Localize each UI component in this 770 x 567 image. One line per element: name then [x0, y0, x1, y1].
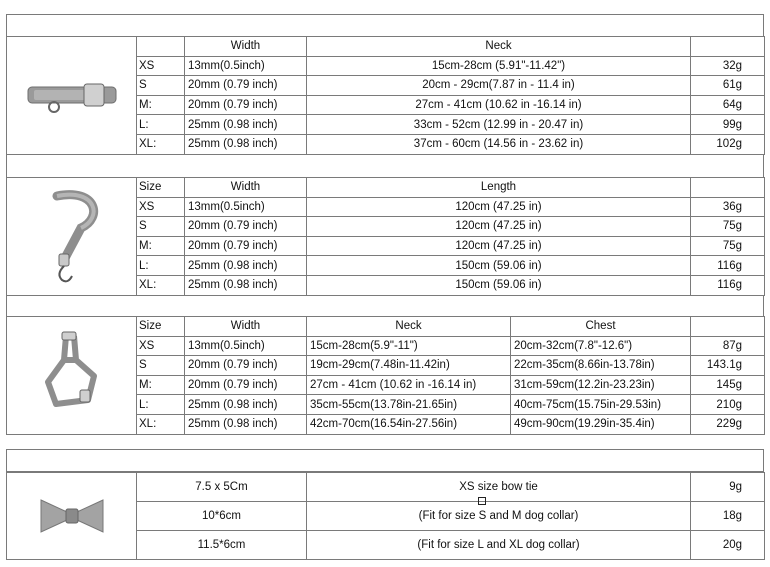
leash-size-table: [6, 177, 765, 296]
weight-cell: 32g: [691, 56, 765, 76]
collar-header-weight: [691, 37, 765, 57]
harness-header-size: Size: [137, 317, 185, 337]
weight-cell: 210g: [691, 395, 765, 415]
size-cell: XL:: [137, 414, 185, 434]
size-cell: M:: [137, 236, 185, 256]
width-cell: 25mm (0.98 inch): [185, 275, 307, 295]
bowtie-dims-cell: 7.5 x 5Cm: [137, 473, 307, 502]
width-cell: 20mm (0.79 inch): [185, 375, 307, 395]
size-cell: M:: [137, 375, 185, 395]
collar-size-table: [6, 36, 765, 155]
small-square-mark: [478, 497, 486, 505]
width-cell: 13mm(0.5inch): [185, 56, 307, 76]
weight-cell: 116g: [691, 256, 765, 276]
section-divider: [6, 295, 764, 316]
size-cell: L:: [137, 115, 185, 135]
width-cell: 20mm (0.79 inch): [185, 217, 307, 237]
size-cell: XL:: [137, 134, 185, 154]
bowtie-dims-cell: 11.5*6cm: [137, 531, 307, 560]
neck-cell: 35cm-55cm(13.78in-21.65in): [307, 395, 511, 415]
leash-image-cell: [7, 178, 137, 296]
size-cell: L:: [137, 256, 185, 276]
neck-cell: 20cm - 29cm(7.87 in - 11.4 in): [307, 76, 691, 96]
neck-cell: 37cm - 60cm (14.56 in - 23.62 in): [307, 134, 691, 154]
width-cell: 25mm (0.98 inch): [185, 256, 307, 276]
harness-header-chest: Chest: [511, 317, 691, 337]
weight-cell: 36g: [691, 197, 765, 217]
dog-leash-icon: [37, 188, 107, 284]
weight-cell: 87g: [691, 336, 765, 356]
harness-header-neck: Neck: [307, 317, 511, 337]
dog-collar-icon: [24, 73, 120, 117]
bowtie-dims-cell: 10*6cm: [137, 502, 307, 531]
bowtie-desc-cell: (Fit for size L and XL dog collar): [307, 531, 691, 560]
collar-header-size: [137, 37, 185, 57]
size-cell: XL:: [137, 275, 185, 295]
weight-cell: 18g: [691, 502, 765, 531]
size-cell: XS: [137, 197, 185, 217]
width-cell: 25mm (0.98 inch): [185, 134, 307, 154]
neck-cell: 33cm - 52cm (12.99 in - 20.47 in): [307, 115, 691, 135]
weight-cell: 9g: [691, 473, 765, 502]
leash-header-width: Width: [185, 178, 307, 198]
width-cell: 13mm(0.5inch): [185, 336, 307, 356]
harness-header-weight: [691, 317, 765, 337]
bowtie-image-cell: [7, 473, 137, 560]
collar-image-cell: [7, 37, 137, 155]
chest-cell: 49cm-90cm(19.29in-35.4in): [511, 414, 691, 434]
size-cell: XS: [137, 336, 185, 356]
weight-cell: 116g: [691, 275, 765, 295]
width-cell: 20mm (0.79 inch): [185, 76, 307, 96]
neck-cell: 15cm-28cm (5.91"-11.42"): [307, 56, 691, 76]
length-cell: 150cm (59.06 in): [307, 275, 691, 295]
harness-size-table: [6, 316, 765, 435]
width-cell: 20mm (0.79 inch): [185, 95, 307, 115]
bowtie-header-bar: [6, 449, 764, 472]
section-divider: [6, 154, 764, 177]
size-cell: S: [137, 217, 185, 237]
width-cell: 25mm (0.98 inch): [185, 395, 307, 415]
bow-tie-icon: [37, 496, 107, 536]
width-cell: 20mm (0.79 inch): [185, 236, 307, 256]
chest-cell: 22cm-35cm(8.66in-13.78in): [511, 356, 691, 376]
weight-cell: 145g: [691, 375, 765, 395]
leash-header-weight: [691, 178, 765, 198]
size-cell: M:: [137, 95, 185, 115]
bowtie-size-table: [6, 472, 765, 560]
weight-cell: 64g: [691, 95, 765, 115]
neck-cell: 27cm - 41cm (10.62 in -16.14 in): [307, 375, 511, 395]
weight-cell: 61g: [691, 76, 765, 96]
width-cell: 20mm (0.79 inch): [185, 356, 307, 376]
neck-cell: 42cm-70cm(16.54in-27.56in): [307, 414, 511, 434]
weight-cell: 99g: [691, 115, 765, 135]
collar-header-neck: Neck: [307, 37, 691, 57]
length-cell: 120cm (47.25 in): [307, 217, 691, 237]
size-cell: XS: [137, 56, 185, 76]
size-cell: L:: [137, 395, 185, 415]
top-header-bar: [6, 14, 764, 36]
collar-header-width: Width: [185, 37, 307, 57]
size-cell: S: [137, 356, 185, 376]
width-cell: 25mm (0.98 inch): [185, 115, 307, 135]
harness-header-width: Width: [185, 317, 307, 337]
neck-cell: 15cm-28cm(5.9"-11"): [307, 336, 511, 356]
table-row: [7, 473, 765, 502]
length-cell: 120cm (47.25 in): [307, 197, 691, 217]
chest-cell: 40cm-75cm(15.75in-29.53in): [511, 395, 691, 415]
bowtie-desc-cell: (Fit for size S and M dog collar): [307, 502, 691, 531]
width-cell: 13mm(0.5inch): [185, 197, 307, 217]
table-row: [7, 37, 765, 57]
weight-cell: 20g: [691, 531, 765, 560]
dog-harness-icon: [36, 330, 108, 420]
neck-cell: 19cm-29cm(7.48in-11.42in): [307, 356, 511, 376]
width-cell: 25mm (0.98 inch): [185, 414, 307, 434]
chest-cell: 31cm-59cm(12.2in-23.23in): [511, 375, 691, 395]
weight-cell: 143.1g: [691, 356, 765, 376]
leash-header-size: Size: [137, 178, 185, 198]
chest-cell: 20cm-32cm(7.8"-12.6"): [511, 336, 691, 356]
table-row: [7, 317, 765, 337]
length-cell: 150cm (59.06 in): [307, 256, 691, 276]
size-cell: S: [137, 76, 185, 96]
weight-cell: 75g: [691, 236, 765, 256]
length-cell: 120cm (47.25 in): [307, 236, 691, 256]
table-row: [7, 178, 765, 198]
leash-header-length: Length: [307, 178, 691, 198]
weight-cell: 102g: [691, 134, 765, 154]
neck-cell: 27cm - 41cm (10.62 in -16.14 in): [307, 95, 691, 115]
weight-cell: 75g: [691, 217, 765, 237]
weight-cell: 229g: [691, 414, 765, 434]
harness-image-cell: [7, 317, 137, 435]
bowtie-desc-cell: XS size bow tie: [307, 473, 691, 502]
